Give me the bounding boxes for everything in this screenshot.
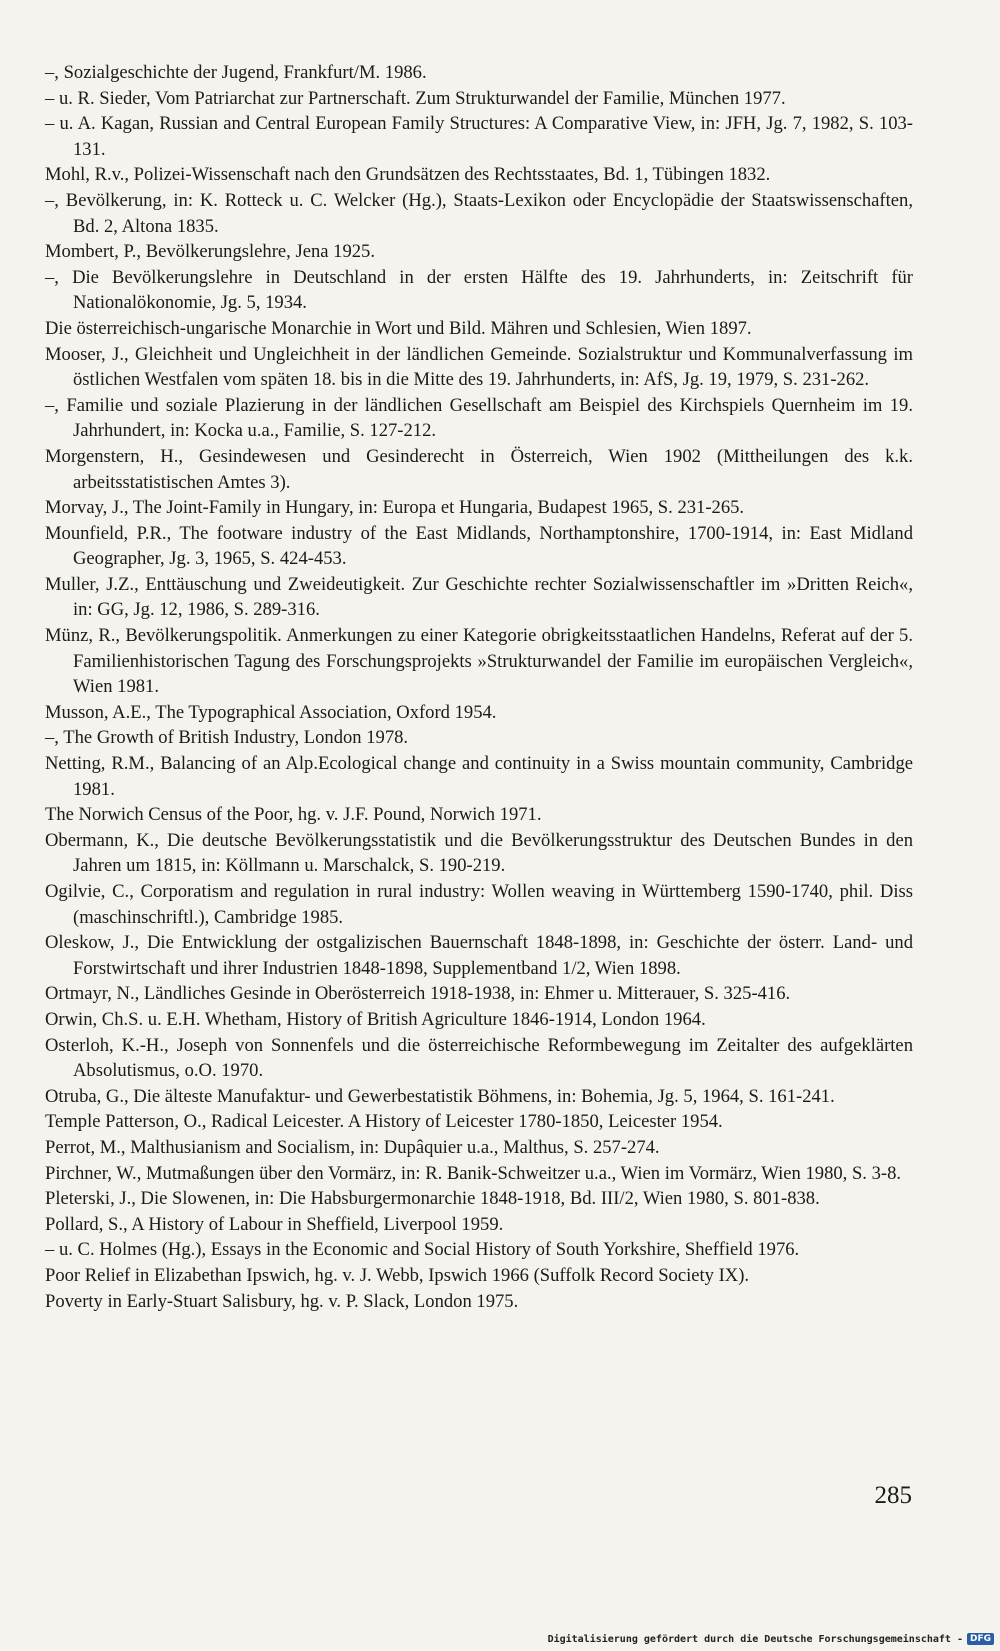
- digitization-footer: [548, 1633, 994, 1645]
- bibliography-entry: Temple Patterson, O., Radical Leicester. A History of Leicester 1780-1850, Leicester 1954.: [45, 1111, 723, 1133]
- bibliography-entry: Münz, R., Bevölkerungspolitik. Anmerkungen zu einer Kategorie obrigkeitsstaatlichen Handelns, Referat auf der 5. Familienhistorischen Tagung des Forschungsprojekts »Strukturwandel der Familie im europäischen Vergleich«, Wien 1981.: [45, 625, 913, 698]
- bibliography-entry: Pleterski, J., Die Slowenen, in: Die Habsburgermonarchie 1848-1918, Bd. III/2, Wien 1980, S. 801-838.: [45, 1188, 820, 1210]
- bibliography-entry: –, The Growth of British Industry, London 1978.: [45, 727, 409, 749]
- bibliography-entry: Mounfield, P.R., The footware industry of the East Midlands, Northamptonshire, 1700-1914, in: East Midland Geographer, Jg. 3, 1965, S. 424-453.: [45, 522, 913, 570]
- footer-text: Digitalisierung gefördert durch die Deutsche Forschungsgemeinschaft -: [547, 1633, 963, 1645]
- bibliography-entry: Ogilvie, C., Corporatism and regulation in rural industry: Wollen weaving in Württemberg 1590-1740, phil. Diss (maschinschriftl.), Cambridge 1985.: [45, 881, 913, 928]
- bibliography-entry: –, Bevölkerung, in: K. Rotteck u. C. Welcker (Hg.), Staats-Lexikon oder Encyclopädie der Staatswissenschaften, Bd. 2, Altona 1835.: [45, 189, 913, 237]
- bibliography-entry: Obermann, K., Die deutsche Bevölkerungsstatistik und die Bevölkerungsstruktur des Deutschen Bundes in den Jahren um 1815, in: Köllmann u. Marschalck, S. 190-219.: [45, 829, 913, 877]
- bibliography-entry: Pirchner, W., Mutmaßungen über den Vormärz, in: R. Banik-Schweitzer u.a., Wien im Vormärz, Wien 1980, S. 3-8.: [45, 1162, 902, 1184]
- bibliography-entry: – u. R. Sieder, Vom Patriarchat zur Partnerschaft. Zum Strukturwandel der Familie, München 1977.: [45, 87, 786, 109]
- bibliography-entry: Morgenstern, H., Gesindewesen und Gesinderecht in Österreich, Wien 1902 (Mittheilungen des k.k. arbeitsstatistischen Amtes 3).: [45, 445, 913, 493]
- bibliography-entry: Ortmayr, N., Ländliches Gesinde in Oberösterreich 1918-1938, in: Ehmer u. Mitterauer, S. 325-416.: [45, 983, 791, 1005]
- bibliography-entry: Orwin, Ch.S. u. E.H. Whetham, History of British Agriculture 1846-1914, London 1964.: [45, 1008, 706, 1030]
- bibliography-entry: Osterloh, K.-H., Joseph von Sonnenfels und die österreichische Reformbewegung im Zeitalter des aufgeklärten Absolutismus, o.O. 1970.: [45, 1034, 913, 1082]
- bibliography-entry: –, Sozialgeschichte der Jugend, Frankfurt/M. 1986.: [45, 62, 427, 83]
- dfg-logo-icon: DFG: [967, 1633, 994, 1645]
- page-number: 285: [874, 1482, 912, 1509]
- bibliography-entry: The Norwich Census of the Poor, hg. v. J.F. Pound, Norwich 1971.: [45, 804, 542, 826]
- bibliography-entry: Morvay, J., The Joint-Family in Hungary, in: Europa et Hungaria, Budapest 1965, S. 231-265.: [45, 497, 745, 519]
- bibliography-entry: Mombert, P., Bevölkerungslehre, Jena 1925.: [45, 241, 375, 263]
- bibliography-entry: Pollard, S., A History of Labour in Sheffield, Liverpool 1959.: [45, 1213, 504, 1235]
- bibliography-entry: Mooser, J., Gleichheit und Ungleichheit in der ländlichen Gemeinde. Sozialstruktur und Kommunalverfassung im östlichen Westfalen vom späten 18. bis in die Mitte des 19. Jahrhunderts, in: AfS, Jg. 19, 1979, S. 231-262.: [45, 343, 913, 391]
- bibliography-entry: Oleskow, J., Die Entwicklung der ostgalizischen Bauernschaft 1848-1898, in: Geschichte der österr. Land- und Forstwirtschaft und ihrer Industrien 1848-1898, Supplementband 1/2, Wien 1898.: [45, 932, 913, 979]
- bibliography-entry: Die österreichisch-ungarische Monarchie in Wort und Bild. Mähren und Schlesien, Wien 1897.: [45, 317, 752, 339]
- bibliography-entry: Poverty in Early-Stuart Salisbury, hg. v. P. Slack, London 1975.: [45, 1290, 519, 1312]
- bibliography-entry: Muller, J.Z., Enttäuschung und Zweideutigkeit. Zur Geschichte rechter Sozialwissenschaftler im »Dritten Reich«, in: GG, Jg. 12, 1986, S. 289-316.: [45, 573, 913, 621]
- bibliography-entry: Otruba, G., Die älteste Manufaktur- und Gewerbestatistik Böhmens, in: Bohemia, Jg. 5, 1964, S. 161-241.: [45, 1085, 835, 1107]
- bibliography-entry: Netting, R.M., Balancing of an Alp.Ecological change and continuity in a Swiss mountain community, Cambridge 1981.: [45, 753, 913, 800]
- bibliography-list: [45, 60, 913, 1314]
- bibliography-entry: –, Familie und soziale Plazierung in der ländlichen Gesellschaft am Beispiel des Kirchspiels Quernheim im 19. Jahrhundert, in: Kocka u.a., Familie, S. 127-212.: [45, 394, 913, 442]
- bibliography-entry: – u. C. Holmes (Hg.), Essays in the Economic and Social History of South Yorkshire, Sheffield 1976.: [45, 1239, 800, 1261]
- bibliography-entry: Mohl, R.v., Polizei-Wissenschaft nach den Grundsätzen des Rechtsstaates, Bd. 1, Tübingen 1832.: [45, 164, 771, 186]
- bibliography-entry: Musson, A.E., The Typographical Association, Oxford 1954.: [45, 701, 497, 723]
- bibliography-entry: Perrot, M., Malthusianism and Socialism, in: Dupâquier u.a., Malthus, S. 257-274.: [45, 1136, 660, 1158]
- bibliography-entry: – u. A. Kagan, Russian and Central European Family Structures: A Comparative View, in: JFH, Jg. 7, 1982, S. 103-131.: [45, 113, 913, 160]
- bibliography-entry: –, Die Bevölkerungslehre in Deutschland in der ersten Hälfte des 19. Jahrhunderts, in: Zeitschrift für Nationalökonomie, Jg. 5, 1934.: [45, 266, 913, 314]
- bibliography-entry: Poor Relief in Elizabethan Ipswich, hg. v. J. Webb, Ipswich 1966 (Suffolk Record Society IX).: [45, 1264, 750, 1286]
